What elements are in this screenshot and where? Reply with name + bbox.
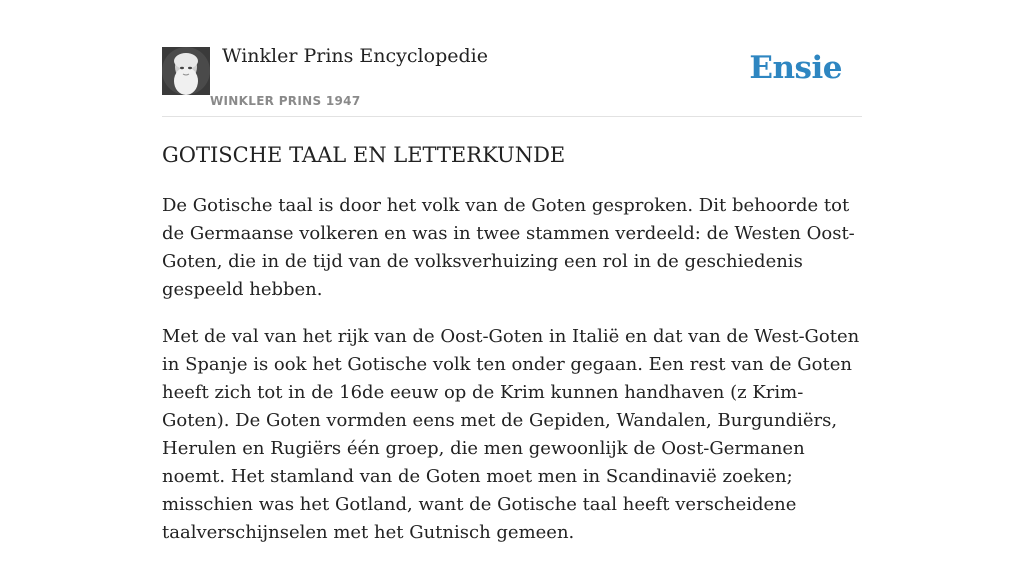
article-paragraph: Met de val van het rijk van de Oost-Goten in Italië en dat van de West-Goten in Spanje is ook het Gotische volk ten onder gegaan. Een rest van de Goten heeft zich tot in de 16de eeuw op de Krim kunnen handhaven (z Krim-Goten). De Goten vormden eens met de Gepiden, Wandalen, Burgundiërs, Herulen en Rugiërs één groep, die men gewoonlijk de Oost-Germanen noemt. Het stamland van de Goten moet men in Scandinavië zoeken; misschien was het Gotland, want de Gotische taal heeft verscheidene taalverschijnselen met het Gutnisch gemeen. [162, 326, 860, 543]
source-title[interactable]: Winkler Prins Encyclopedie [222, 45, 488, 67]
source-edition: WINKLER PRINS 1947 [210, 94, 361, 108]
brand-logo[interactable]: Ensie [749, 50, 842, 86]
header [162, 0, 862, 117]
bearded-man-portrait-icon[interactable] [162, 47, 210, 95]
article-title: GOTISCHE TAAL EN LETTERKUNDE [162, 143, 566, 167]
article-paragraph: De Gotische taal is door het volk van de Goten gesproken. Dit behoorde tot de Germaanse volkeren en was in twee stammen verdeeld: de Westen Oost-Goten, die in de tijd van de volksverhuizing een rol in de geschiedenis gespeeld hebben. [162, 195, 855, 300]
article [162, 140, 864, 566]
